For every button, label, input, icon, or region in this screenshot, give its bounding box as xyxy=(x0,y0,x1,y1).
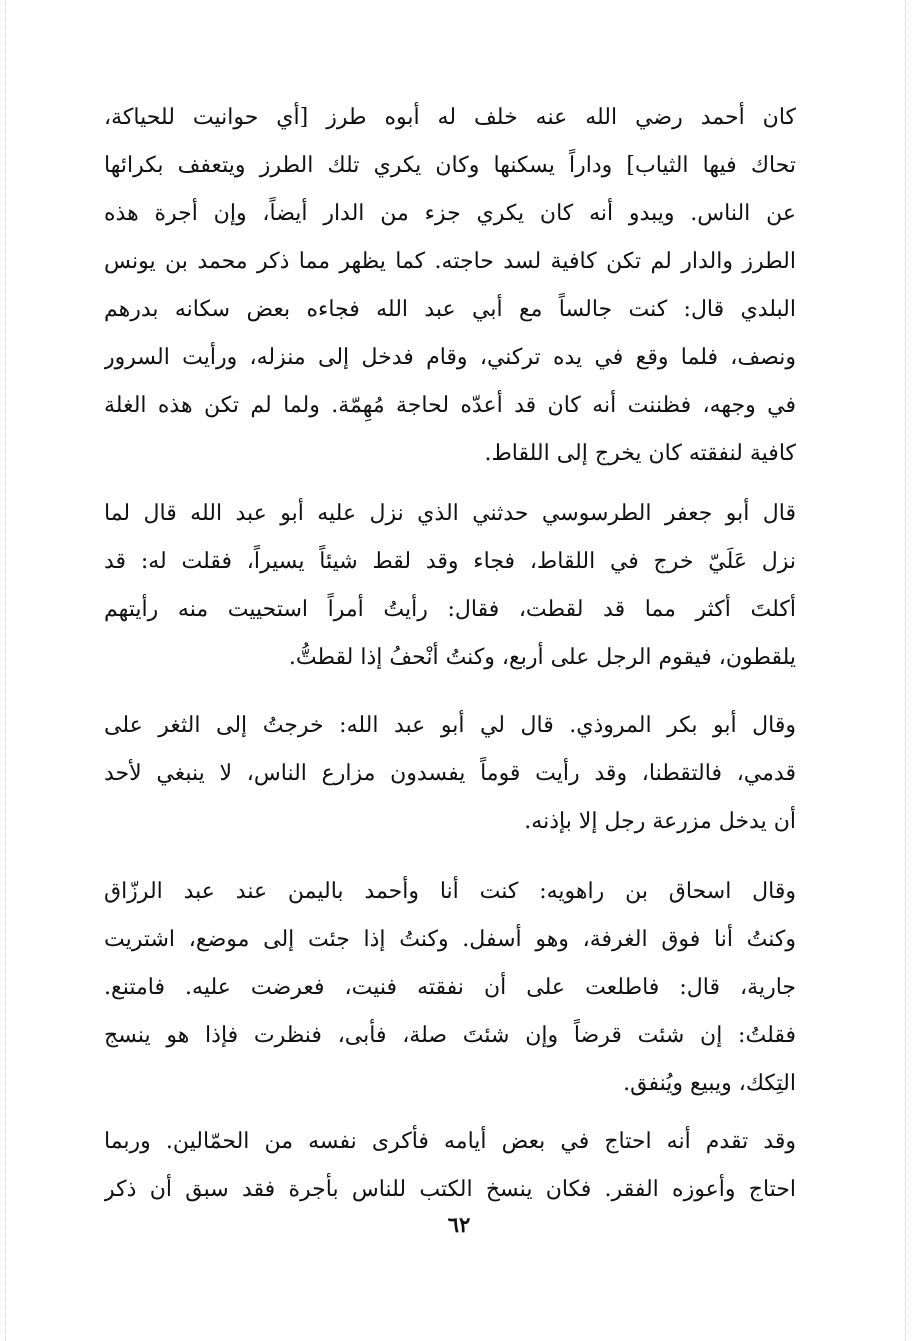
text-line: الطرز والدار لم تكن كافية لسد حاجته. كما يظهر مما ذكر محمد بن يونس xyxy=(104,249,796,274)
text-line: تحاك فيها الثياب] وداراً يسكنها وكان يكري تلك الطرز ويتعفف بكرائها xyxy=(104,153,796,178)
paragraph-3 xyxy=(104,702,796,846)
text-line: احتاج وأعوزه الفقر. فكان ينسخ الكتب للناس بأجرة فقد سبق أن ذكر xyxy=(104,1177,796,1202)
text-line: فقلتُ: إن شئت قرضاً وإن شئتَ صلة، فأبى، فنظرت فإذا هو ينسج xyxy=(104,1023,796,1048)
text-line: عن الناس. ويبدو أنه كان يكري جزء من الدار أيضاً، وإن أجرة هذه xyxy=(104,201,796,226)
text-line: في وجهه، فظننت أنه كان قد أعدّه لحاجة مُهِمّة. ولما لم تكن هذه الغلة xyxy=(104,393,796,418)
body-text xyxy=(104,94,796,1214)
text-line: كافية لنفقته كان يخرج إلى اللقاط. xyxy=(484,441,796,466)
text-line: أكلتَ أكثر مما قد لقطت، فقال: رأيتُ أمراً استحييت منه رأيتهم xyxy=(104,597,796,622)
left-margin-mark xyxy=(5,0,6,1341)
text-line: أن يدخل مزرعة رجل إلا بإذنه. xyxy=(524,809,796,834)
text-line: وكنتُ أنا فوق الغرفة، وهو أسفل. وكنتُ إذا جئت إلى موضع، اشتريت xyxy=(104,927,796,952)
right-margin-mark xyxy=(905,0,906,1341)
text-line: نزل عَلَيّ خرج في اللقاط، فجاء وقد لقط شيئاً يسيراً، فقلت له: قد xyxy=(104,549,796,574)
text-line: التِكك، ويبيع ويُنفق. xyxy=(623,1071,796,1096)
paragraph-2 xyxy=(104,490,796,682)
page-number: ٦٢ xyxy=(447,1212,471,1237)
paragraph-4 xyxy=(104,868,796,1108)
paragraph-1 xyxy=(104,94,796,478)
text-line: وقال اسحاق بن راهويه: كنت أنا وأحمد باليمن عند عبد الرزّاق xyxy=(104,879,796,904)
text-line: ونصف، فلما وقع في يده تركني، وقام فدخل إلى منزله، ورأيت السرور xyxy=(104,345,796,370)
text-line: يلقطون، فيقوم الرجل على أربع، وكنتُ أنْحفُ إذا لقطتُّ. xyxy=(288,645,796,670)
paragraph-5 xyxy=(104,1118,796,1214)
text-line: جارية، قال: فاطلعت على أن نفقته فنيت، فعرضت عليه. فامتنع. xyxy=(104,975,796,1000)
text-line: وقد تقدم أنه احتاج في بعض أيامه فأكرى نفسه من الحمّالين. وربما xyxy=(104,1129,796,1154)
text-line: قال أبو جعفر الطرسوسي حدثني الذي نزل عليه أبو عبد الله قال لما xyxy=(104,501,796,526)
text-line: البلدي قال: كنت جالساً مع أبي عبد الله فجاءه بعض سكانه بدرهم xyxy=(104,297,796,322)
text-line: وقال أبو بكر المروذي. قال لي أبو عبد الله: خرجتُ إلى الثغر على xyxy=(104,713,796,738)
text-line: قدمي، فالتقطنا، وقد رأيت قوماً يفسدون مزارع الناس، لا ينبغي لأحد xyxy=(104,761,796,786)
text-line: كان أحمد رضي الله عنه خلف له أبوه طرز [أي حوانيت للحياكة، xyxy=(104,105,796,130)
